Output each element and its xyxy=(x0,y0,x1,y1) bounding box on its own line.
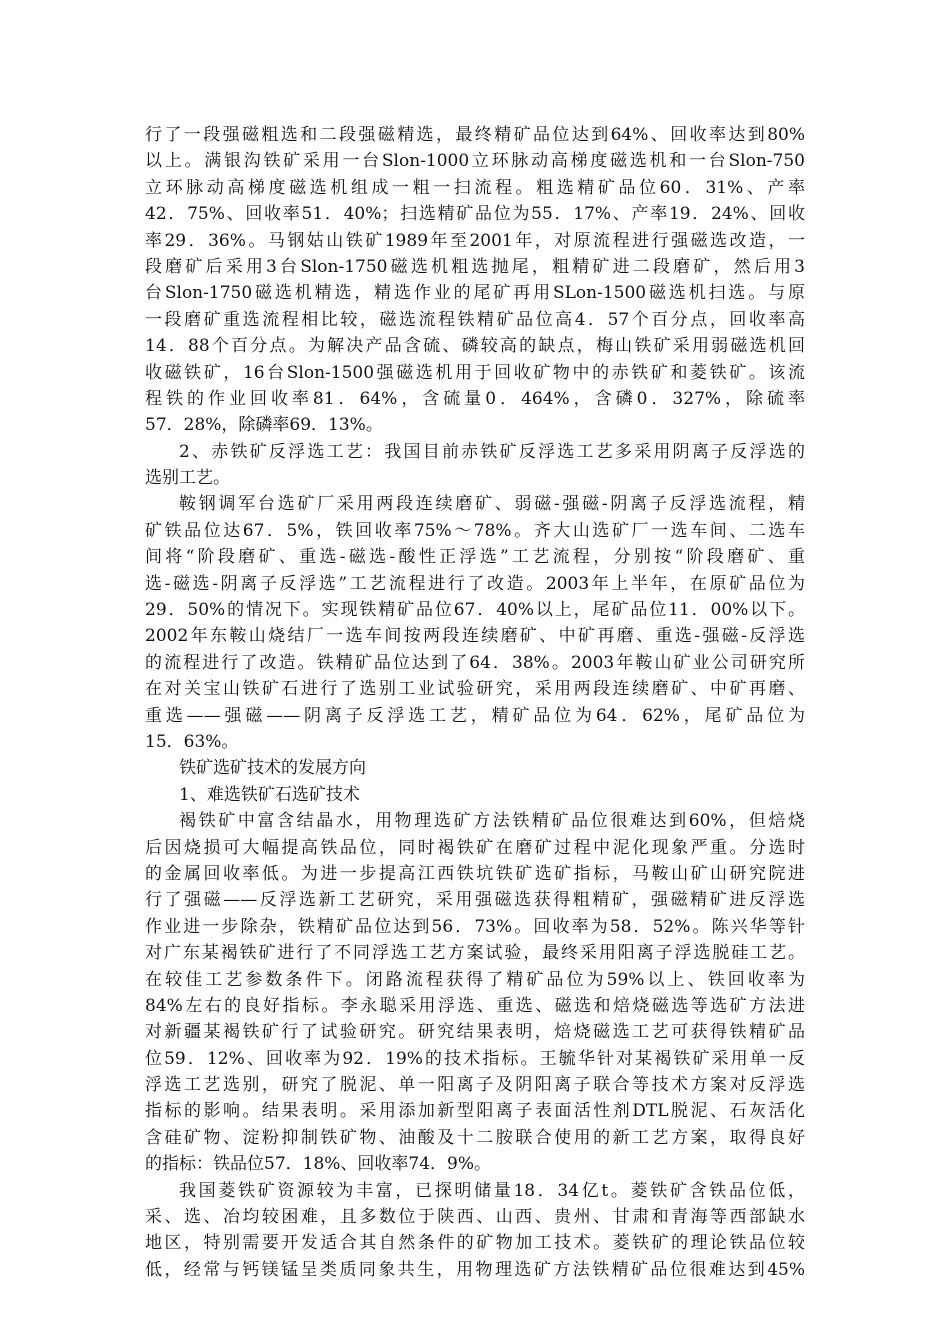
text-line: 收磁铁矿，16台Slon-1500强磁选机用于回收矿物中的赤铁矿和菱铁矿。该流 xyxy=(145,362,805,383)
text-line: 铁矿选矿技术的发展方向 xyxy=(179,758,366,779)
text-line: 29．50%的情况下。实现铁精矿品位67．40%以上，尾矿品位11．00%以下。 xyxy=(145,600,805,621)
text-line: 位59．12%、回收率为92．19%的技术指标。王毓华针对某褐铁矿采用单一反 xyxy=(145,1048,805,1069)
text-line: 地区，特别需要开发适合其自然条件的矿物加工技术。菱铁矿的理论铁品位较 xyxy=(145,1233,805,1254)
text-line: 的指标：铁品位57．18%、回收率74．9%。 xyxy=(145,1154,492,1175)
text-line: 采、选、冶均较困难，且多数位于陕西、山西、贵州、甘肃和青海等西部缺水 xyxy=(145,1207,805,1228)
text-line: 浮选工艺选别，研究了脱泥、单一阳离子及阴阳离子联合等技术方案对反浮选 xyxy=(145,1075,805,1096)
text-line: 含硅矿物、淀粉抑制铁矿物、油酸及十二胺联合使用的新工艺方案，取得良好 xyxy=(145,1127,805,1148)
text-line: 2、赤铁矿反浮选工艺：我国目前赤铁矿反浮选工艺多采用阴离子反浮选的 xyxy=(179,441,805,462)
text-line: 在对关宝山铁矿石进行了选别工业试验研究，采用两段连续磨矿、中矿再磨、 xyxy=(145,679,805,700)
text-line: 对广东某褐铁矿进行了不同浮选工艺方案试验，最终采用阳离子浮选脱硅工艺。 xyxy=(145,943,805,964)
text-line: 选别工艺。 xyxy=(145,468,230,489)
text-line: 对新疆某褐铁矿行了试验研究。研究结果表明，焙烧磁选工艺可获得铁精矿品 xyxy=(145,1022,805,1043)
text-line: 行了强磁——反浮选新工艺研究，采用强磁选获得粗精矿，强磁精矿进反浮选 xyxy=(145,890,805,911)
text-line: 在较佳工艺参数条件下。闭路流程获得了精矿品位为59%以上、铁回收率为 xyxy=(145,969,805,990)
text-line: 一段磨矿重选流程相比较，磁选流程铁精矿品位高4．57个百分点，回收率高 xyxy=(145,309,805,330)
text-line: 57．28%，除磷率69．13%。 xyxy=(145,415,383,436)
text-line: 我国菱铁矿资源较为丰富，已探明储量18．34亿t。菱铁矿含铁品位低， xyxy=(179,1180,805,1201)
text-line: 后因烧损可大幅提高铁品位，同时褐铁矿在磨矿过程中泥化现象严重。分选时 xyxy=(145,837,805,858)
text-line: 1、难选铁矿石选矿技术 xyxy=(179,784,360,805)
text-line: 程铁的作业回收率81．64%，含硫量0．464%，含磷0．327%，除硫率 xyxy=(145,388,805,409)
text-line: 2002年东鞍山烧结厂一选车间按两段连续磨矿、中矿再磨、重选-强磁-反浮选 xyxy=(145,626,805,647)
text-line: 作业进一步除杂，铁精矿品位达到56．73%。回收率为58．52%。陈兴华等针 xyxy=(145,916,805,937)
text-line: 42．75%、回收率51．40%；扫选精矿品位为55．17%、产率19．24%、回收 xyxy=(145,204,805,225)
text-line: 段磨矿后采用3台Slon-1750磁选机粗选抛尾，粗精矿进二段磨矿，然后用3 xyxy=(145,256,805,277)
text-line: 矿铁品位达67．5%，铁回收率75%～78%。齐大山选矿厂一选车间、二选车 xyxy=(145,520,805,541)
text-line: 立环脉动高梯度磁选机组成一粗一扫流程。粗选精矿品位60．31%、产率 xyxy=(145,177,805,198)
text-line: 选-磁选-阴离子反浮选”工艺流程进行了改造。2003年上半年，在原矿品位为 xyxy=(145,573,805,594)
text-line: 率29．36%。马钢姑山铁矿1989年至2001年，对原流程进行强磁选改造，一 xyxy=(145,230,805,251)
text-line: 间将“阶段磨矿、重选-磁选-酸性正浮选”工艺流程，分别按“阶段磨矿、重 xyxy=(145,547,805,568)
document-page xyxy=(145,122,805,1283)
text-line: 指标的影响。结果表明。采用添加新型阳离子表面活性剂DTL脱泥、石灰活化 xyxy=(145,1101,805,1122)
text-line: 的流程进行了改造。铁精矿品位达到了64．38%。2003年鞍山矿业公司研究所 xyxy=(145,652,805,673)
text-line: 台Slon-1750磁选机精选，精选作业的尾矿再用SLon-1500磁选机扫选。与原 xyxy=(145,283,805,304)
text-line: 褐铁矿中富含结晶水，用物理选矿方法铁精矿品位很难达到60%，但焙烧 xyxy=(179,811,805,832)
text-line: 低，经常与钙镁锰呈类质同象共生，用物理选矿方法铁精矿品位很难达到45% xyxy=(145,1259,805,1280)
text-line: 的金属回收率低。为进一步提高江西铁坑铁矿选矿指标，马鞍山矿山研究院进 xyxy=(145,863,805,884)
text-line: 14．88个百分点。为解决产品含硫、磷较高的缺点，梅山铁矿采用弱磁选机回 xyxy=(145,336,805,357)
text-line: 鞍钢调军台选矿厂采用两段连续磨矿、弱磁-强磁-阴离子反浮选流程，精 xyxy=(179,494,805,515)
text-line: 以上。满银沟铁矿采用一台Slon-1000立环脉动高梯度磁选机和一台Slon-750 xyxy=(145,151,805,172)
text-line: 84%左右的良好指标。李永聪采用浮选、重选、磁选和焙烧磁选等选矿方法进 xyxy=(145,995,805,1016)
text-line: 重选——强磁——阴离子反浮选工艺，精矿品位为64．62%，尾矿品位为 xyxy=(145,705,805,726)
text-line: 15．63%。 xyxy=(145,731,239,752)
text-line: 行了一段强磁粗选和二段强磁精选，最终精矿品位达到64%、回收率达到80% xyxy=(145,125,805,145)
